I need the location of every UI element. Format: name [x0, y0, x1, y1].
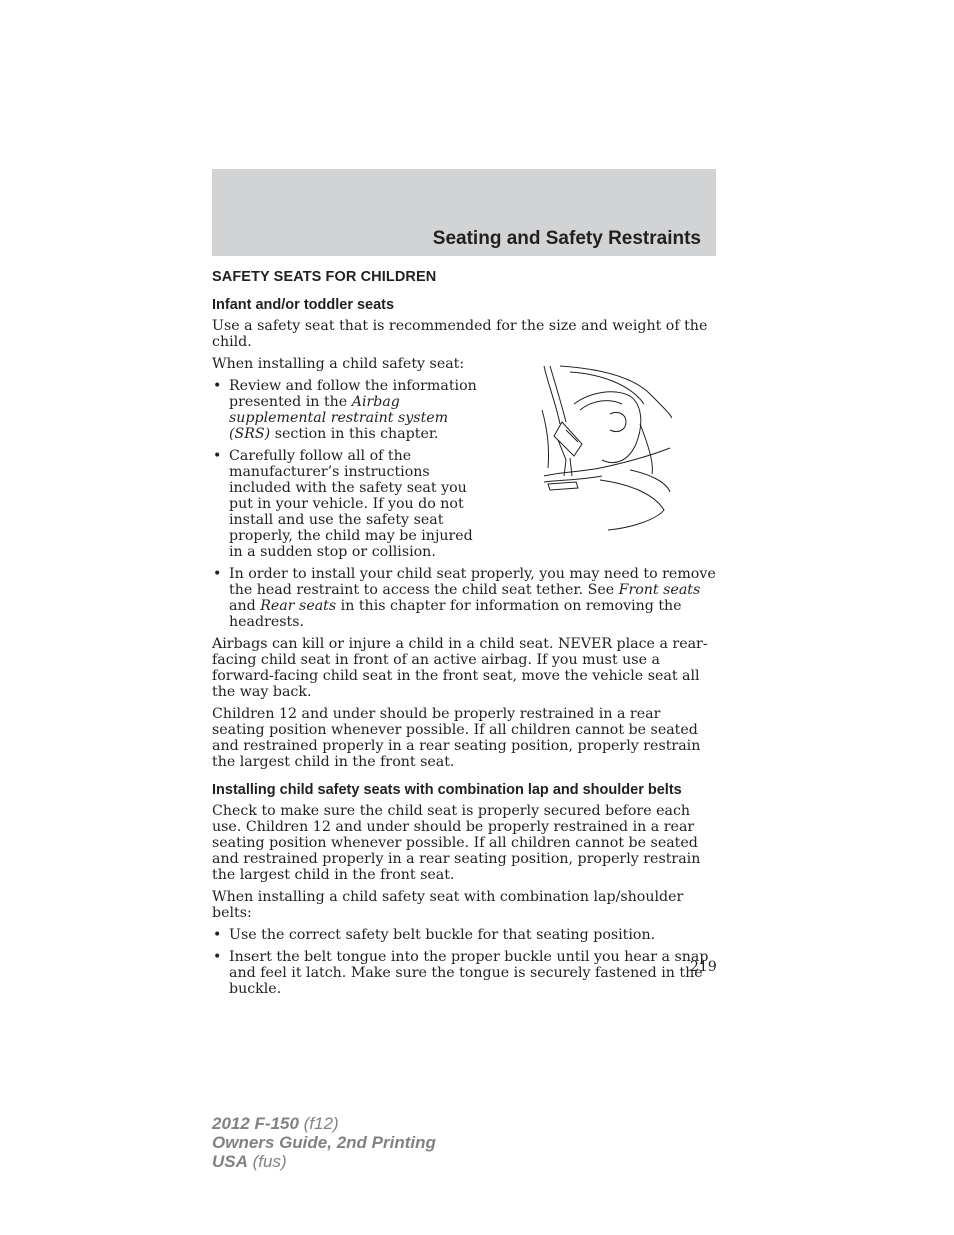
bullet-list: [212, 566, 716, 630]
footer-line: USA (fus): [212, 1152, 287, 1171]
list-item: • Use the correct safety belt buckle for that seating position.: [212, 927, 716, 943]
chapter-title: Seating and Safety Restraints: [432, 228, 701, 249]
list-item: • Review and follow the information presented in the Airbag supplemental restraint system (SRS) section in this chapter.: [212, 378, 481, 442]
seat-belt-buckle-illustration: [530, 364, 672, 532]
page-number: 219: [690, 959, 717, 975]
paragraph: Airbags can kill or injure a child in a child seat. NEVER place a rear-facing child seat in front of an active airbag. If you must use a forward-facing child seat in the front seat, move the vehicle seat all the way back.: [212, 636, 708, 700]
page-content: [212, 266, 716, 1003]
bullet-list: [212, 927, 716, 997]
paragraph: Use a safety seat that is recommended for the size and weight of the child.: [212, 318, 708, 350]
document-footer: [212, 1114, 436, 1171]
chapter-header-band: [212, 169, 716, 256]
paragraph: Children 12 and under should be properly restrained in a rear seating position whenever possible. If all children cannot be seated and restrained properly in a rear seating position, properly restrain the largest child in the front seat.: [212, 706, 701, 770]
footer-line: 2012 F-150 (f12): [212, 1114, 339, 1133]
paragraph: When installing a child safety seat with combination lap/shoulder belts:: [212, 889, 684, 921]
list-item: • Insert the belt tongue into the proper buckle until you hear a snap and feel it latch. Make sure the tongue is securely fastened in the buckle.: [212, 949, 716, 997]
cross-reference: Airbag supplemental restraint system (SRS): [229, 394, 449, 442]
list-item: • In order to install your child seat properly, you may need to remove the head restraint to access the child seat tether. See Front seats and Rear seats in this chapter for information on removing the headrests.: [212, 566, 716, 630]
paragraph: When installing a child safety seat:: [212, 356, 465, 372]
cross-reference: Rear seats: [260, 598, 337, 614]
cross-reference: Front seats: [618, 582, 701, 598]
subsection-title-infant: Infant and/or toddler seats: [212, 297, 395, 313]
paragraph: Check to make sure the child seat is properly secured before each use. Children 12 and under should be properly restrained in a rear seating position whenever possible. If all children cannot be seated and restrained properly in a rear seating position, properly restrain the largest child in the front seat.: [212, 803, 701, 883]
section-title: SAFETY SEATS FOR CHILDREN: [212, 269, 437, 285]
list-item: • Carefully follow all of the manufacturer’s instructions included with the safety seat you put in your vehicle. If you do not install and use the safety seat properly, the child may be injured in a sudden stop or collision.: [212, 448, 481, 560]
subsection-title-installing: Installing child safety seats with combination lap and shoulder belts: [212, 782, 682, 798]
footer-line: Owners Guide, 2nd Printing: [212, 1133, 436, 1152]
